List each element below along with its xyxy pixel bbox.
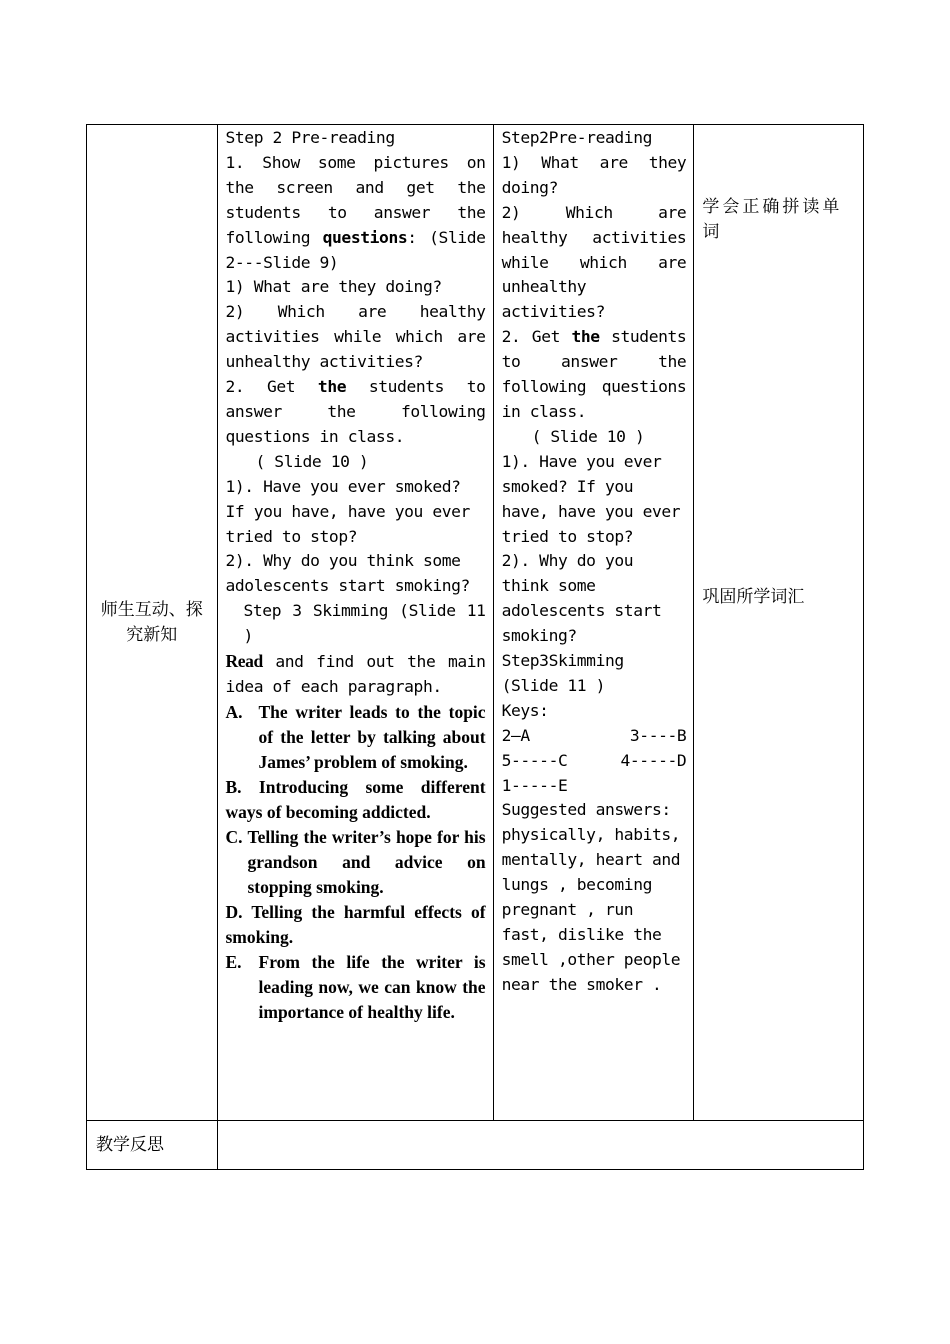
slide-ref-11: (Slide 11 )	[501, 675, 605, 695]
purpose-note-spelling: 学会正确拼读单词	[702, 197, 843, 242]
row-label-interaction: 师生互动、探究新知	[100, 599, 203, 645]
row-label-cell	[87, 125, 218, 1121]
slide-ref-student: ( Slide 10 )	[531, 426, 645, 446]
step2-heading-student: Step2Pre-reading	[501, 128, 652, 147]
step3-heading-student: Step3Skimming	[501, 651, 624, 671]
option-list	[226, 700, 486, 1025]
purpose-cell	[694, 125, 864, 1121]
keys-label: Keys:	[501, 700, 549, 720]
table-row	[87, 1121, 864, 1170]
step2-instruction: 1. Show some pictures on the screen and get the students to answer the following questions: (Slide 2---Slide 9)	[225, 152, 486, 272]
option-b: B. Introducing some different ways of becoming addicted.	[225, 776, 486, 822]
question-2: 2) Which are healthy activities while which are unhealthy activities?	[225, 302, 486, 372]
student-activity-cell	[493, 125, 694, 1121]
keys-row: 2—A 3----B	[501, 725, 687, 745]
step2-instruction-2: 2. Get the students to answer the following questions in class.	[225, 377, 486, 446]
table-row	[87, 125, 864, 1121]
student-question-smoked: 1). Have you ever smoked? If you have, have you ever tried to stop?	[501, 451, 681, 546]
keys-row: 1-----E	[501, 775, 568, 795]
option-a: A. The writer leads to the topic of the letter by talking about James’ problem of smoking.	[225, 701, 486, 772]
purpose-note-vocab: 巩固所学词汇	[702, 587, 805, 607]
student-question-2: 2) Which are healthy activities while which are unhealthy activities?	[501, 202, 687, 322]
teacher-activity-cell	[217, 125, 493, 1121]
row-label-reflection: 教学反思	[96, 1134, 164, 1155]
step3-instruction: Read and find out the main idea of each paragraph.	[225, 651, 486, 696]
student-question-why: 2). Why do you think some adolescents start smoking?	[501, 551, 662, 646]
option-d: D. Telling the harmful effects of smoking.	[225, 901, 486, 947]
option-c: C. Telling the writer’s hope for his grandson and advice on stopping smoking.	[225, 826, 486, 897]
step2-heading: Step 2 Pre-reading	[225, 128, 395, 147]
question-1: 1) What are they doing?	[225, 277, 442, 297]
keys-row: 5-----C 4-----D	[501, 750, 687, 770]
suggested-answers: Suggested answers: physically, habits, mentally, heart and lungs , becoming pregnant , run fast, dislike the smell ,other people near the smoker .	[501, 800, 681, 994]
student-question-1: 1) What are they doing?	[501, 152, 687, 197]
row-label-cell	[87, 1121, 218, 1170]
slide-ref: ( Slide 10 )	[255, 451, 369, 471]
student-instruction-2: 2. Get the students to answer the following questions in class.	[501, 327, 687, 421]
step3-heading: Step 3 Skimming (Slide 11 )	[243, 601, 486, 646]
question-smoked: 1). Have you ever smoked? If you have, have you ever tried to stop?	[225, 476, 470, 546]
option-e: E. From the life the writer is leading now, we can know the importance of healthy life.	[225, 951, 486, 1022]
reflection-cell	[217, 1121, 864, 1170]
question-why: 2). Why do you think some adolescents start smoking?	[225, 551, 470, 596]
lesson-plan-table	[86, 124, 864, 1170]
